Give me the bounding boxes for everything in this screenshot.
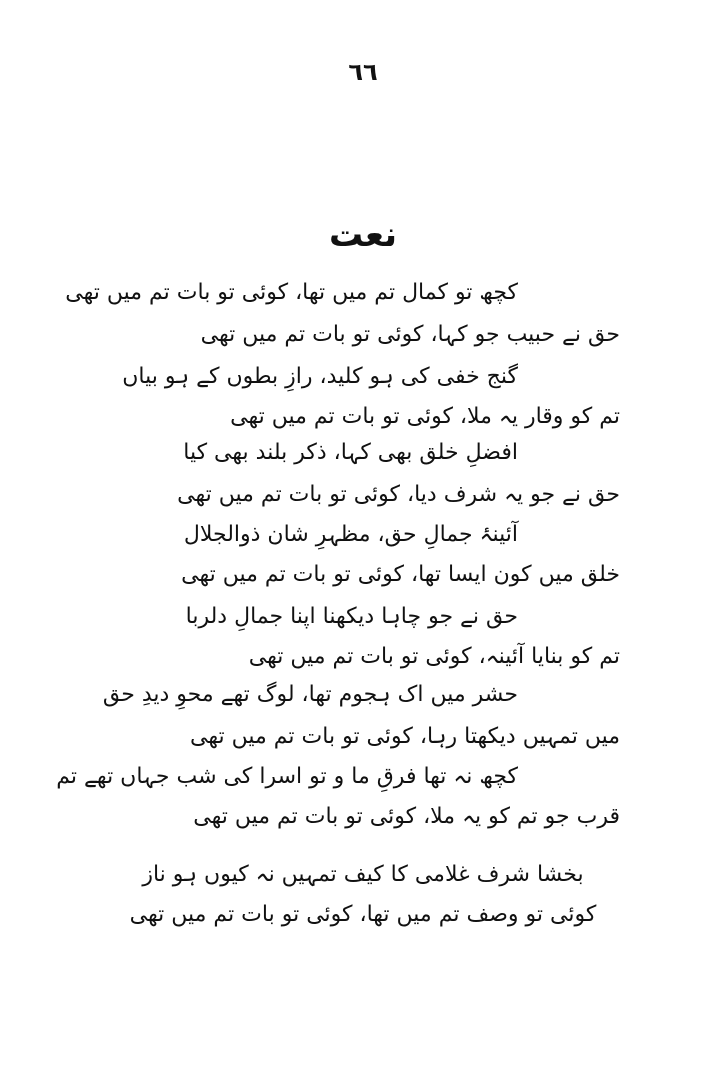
verse-line-13: کچھ نہ تھا فرقِ ما و تو اسرا کی شب جہاں تھے تم <box>56 764 518 789</box>
verse-line-3: گنج خفی کی ہو کلید، رازِ بطوں کے ہو بیاں <box>122 364 518 389</box>
page-number: ٦٦ <box>348 58 378 86</box>
verse-line-2: حق نے حبیب جو کہا، کوئی تو بات تم میں تھی <box>200 322 620 347</box>
page-title: نعت <box>329 215 397 255</box>
verse-line-12: میں تمہیں دیکھتا رہا، کوئی تو بات تم میں تھی <box>190 724 620 749</box>
verse-line-7: آئینۂ جمالِ حق، مظہرِ شان ذوالجلال <box>183 522 518 547</box>
verse-line-1: کچھ تو کمال تم میں تھا، کوئی تو بات تم میں تھی <box>65 280 518 305</box>
verse-line-6: حق نے جو یہ شرف دیا، کوئی تو بات تم میں تھی <box>177 482 620 507</box>
verse-line-4: تم کو وقار یہ ملا، کوئی تو بات تم میں تھی <box>230 404 620 429</box>
verse-line-5: افضلِ خلق بھی کہا، ذکر بلند بھی کیا <box>183 440 518 465</box>
closing-line-1: بخشا شرف غلامی کا کیف تمہیں نہ کیوں ہو ناز <box>142 862 584 887</box>
verse-line-9: حق نے جو چاہا دیکھنا اپنا جمالِ دلربا <box>185 604 518 629</box>
verse-line-10: تم کو بنایا آئینہ، کوئی تو بات تم میں تھی <box>248 644 620 669</box>
verse-line-11: حشر میں اک ہجوم تھا، لوگ تھے محوِ دیدِ حق <box>102 682 518 707</box>
verse-line-14: قرب جو تم کو یہ ملا، کوئی تو بات تم میں تھی <box>193 804 620 829</box>
closing-line-2: کوئی تو وصف تم میں تھا، کوئی تو بات تم میں تھی <box>129 902 597 927</box>
verse-line-8: خلق میں کون ایسا تھا، کوئی تو بات تم میں تھی <box>181 562 620 587</box>
